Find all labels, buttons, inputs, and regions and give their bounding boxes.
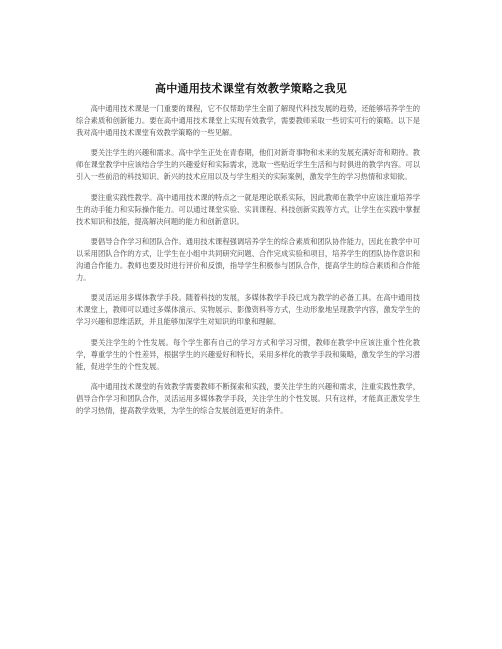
document-body — [76, 103, 420, 425]
paragraph-cooperation: 要倡导合作学习和团队合作。通用技术课程强调培养学生的综合素质和团队协作能力，因此在教学中可以采用团队合作的方式，让学生在小组中共同研究问题、合作完成实验和项目，培养学生的团队协作意识和沟通合作能力。教师也要及时进行评价和反馈，指导学生积极参与团队合作，提高学生的综合素质和合作能力。 — [76, 236, 420, 283]
paragraph-multimedia: 要灵活运用多媒体教学手段。随着科技的发展，多媒体教学手段已成为教学的必备工具。在高中通用技术课堂上，教师可以通过多媒体演示、实物展示、影像资料等方式，生动形象地呈现教学内容，激发学生的学习兴趣和思维活跃，并且能够加深学生对知识的印象和理解。 — [76, 293, 420, 327]
paragraph-practice: 要注重实践性教学。高中通用技术课的特点之一就是理论联系实际，因此教师在教学中应该注重培养学生的动手能力和实际操作能力。可以通过课堂实验、实训课程、科技创新实践等方式，让学生在实践中掌握技术知识和技能，提高解决问题的能力和创新意识。 — [76, 192, 420, 226]
paragraph-interest: 要关注学生的兴趣和需求。高中学生正处在青春期，他们对新奇事物和未来的发展充满好奇和期待。教师在课堂教学中应该结合学生的兴趣爱好和实际需求，选取一些贴近学生生活和与时俱进的教学内容。可以引入一些前沿的科技知识、新兴的技术应用以及与学生相关的实际案例，激发学生的学习热情和求知欲。 — [76, 148, 420, 182]
page-title: 高中通用技术课堂有效教学策略之我见 — [154, 82, 348, 95]
paragraph-conclusion: 高中通用技术课堂的有效教学需要教师不断探索和实践，要关注学生的兴趣和需求，注重实践性教学，倡导合作学习和团队合作，灵活运用多媒体教学手段，关注学生的个性发展。只有这样，才能真正激发学生的学习热情，提高教学效果，为学生的综合发展创造更好的条件。 — [76, 381, 420, 415]
paragraph-individuality: 要关注学生的个性发展。每个学生都有自己的学习方式和学习习惯，教师在教学中应该注重个性化教学，尊重学生的个性差异，根据学生的兴趣爱好和特长，采用多样化的教学手段和策略，激发学生的学习潜能，促进学生的个性发展。 — [76, 337, 420, 371]
paragraph-intro: 高中通用技术课是一门重要的课程，它不仅帮助学生全面了解现代科技发展的趋势，还能够培养学生的综合素质和创新能力。要在高中通用技术课堂上实现有效教学，需要教师采取一些切实可行的策略。以下是我对高中通用技术课堂有效教学策略的一些见解。 — [76, 104, 420, 138]
